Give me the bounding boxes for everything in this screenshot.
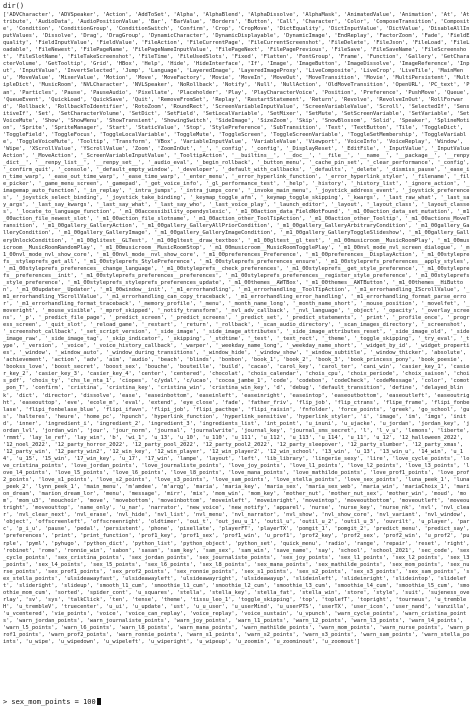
console-output: ['ADVCharacter', 'ADVSpeaker', 'Action', 'AddToSet', 'Alpha', 'AlphaBlend', 'AlphaDissolve', 'AlphaMask', 'AnimatedValue', 'Animation', 'At', 'Attribute', 'AudioData', 'AudioPositionValue', 'Bar', 'BarValue', 'Borders', 'Button', 'Call', 'Character', 'Color', 'ComposeTransition', 'Composite', 'Condition', 'ConditionGroup', 'ConditionSwitch', 'Confirm', 'Crop', 'CropMove', 'DictEquality', 'DictInputValue', 'DictValue', 'DisableAllInputValues', 'Dissolve', 'Drag', 'DragGroup', 'DynamicCharacter', 'DynamicDisplayable', 'DynamicImage', 'EndReplay', 'FactorZoom', 'Fade', 'FieldEquality', 'FieldInputValue', 'FieldValue', 'FileAction', 'FileCurrentPage', 'FileCurrentScreenshot', 'FileDelete', 'FileJson', 'FileLoad', 'FileLoadable', 'FileNewest', 'FilePageName', 'FilePageNameInputValue', 'FilePageNext', 'FilePagePrevious', 'FileSave', 'FileSaveName', 'FileScreenshot', 'FileSlotName', 'FileTakeScreenshot', 'FileTime', 'FileUsedSlots', 'Fixed', 'Flatten', 'FontGroup', 'Frame', 'Function', 'Gallery', 'GetCharacterVolume', 'GetTooltip', 'Grid', 'HBox', 'Help', 'Hide', 'HideInterface', 'If', 'Image', 'ImageButton', 'ImageDissolve', 'ImageReference', 'Input', 'InputValue', 'InvertSelected', 'Jump', 'Language', 'LayeredImage', 'LayeredImageProxy', 'LiveComposite', 'LiveCrop', 'LiveTile', 'MainMenu', 'MoveValue', 'MixerValue', 'Motion', 'Move', 'MoveFactory', 'Movie', 'MoveIn', 'MoveOut', 'MoveTransition', 'Movie', 'MultiPersistent', 'MultipleDict', 'MusicRoom', 'NVLCharacter', 'NVLSpeaker', 'NoRollback', 'Notify', 'Null', 'NullAction', 'OldMoveTransition', 'OpenURL', 'PC_text', 'Pan', 'Particles', 'Pause', 'PauseAudio', 'Pixellate', 'Placeholder', 'Play', 'PlayCharacterVoice', 'Position', 'Preference', 'PushMove', 'Queue', 'QueueEvent', 'QuickLoad', 'QuickSave', 'Quit', 'RemoveFromSet', 'Replay', 'RestartStatement', 'Return', 'Revolve', 'RevolveInOut', 'RollForward', 'Rollback', 'RollbackToIdentifier', 'RotoZoom', 'RoundRect', 'ScreenVariableInputValue', 'ScreenVariableValue', 'Scroll', 'SelectedIf', 'SensitiveIf', 'Set', 'SetCharacterVolume', 'SetDict', 'SetField', 'SetLocalVariable', 'SetMixer', 'SetMute', 'SetScreenVariable', 'SetVariable', 'SetVoiceMute', 'Show', 'ShowMenu', 'ShowTransient', 'ShowingSwitch', 'SideImage', 'SizeZoom', 'Skip', 'SnowBlossom', 'Solid', 'Speaker', 'SplineMotion', 'Sprite', 'SpriteManager', 'Start', 'StaticValue', 'Stop', 'StylePreference', 'SubTransition', 'Text', 'TextButton', 'Tile', 'ToggleDict', 'ToggleField', 'ToggleFocus', 'ToggleLocalVariable', 'ToggleMute', 'ToggleScreen', 'ToggleScreenVariable', 'ToggleSetMembership', 'ToggleVariable', 'ToggleVoiceMute', 'Tooltip', 'Transform', 'VBox', 'VariableInputValue', 'VariableValue', 'Viewport', 'VoiceInfo', 'VoiceReplay', 'Window', 'Wipe', 'XScrollValue', 'YScrollValue', 'Zoom', 'ZoomInOut', '_', '_config', '_config', '_DisplayReset', '_EditFile', '_InputValue', '_InputValueAction', '_MoveAction', '_ScreenVariableInputValue', '_TooltipAction', '__builtins__', '__doc__', '__file__', '__name__', '__package__', '__renpy_dict__', '__renpy_list__', '__renpy_set__', '_audio_eval', '_begin_rollback', '_button_menu', '_cache_pin_set', '_clear_performance', '_config', '_confirm_quit', '_console', '_default_empty_window', '_developer', '_default_with_callbacks', '_defaults', '_delete', '_dismiss_pause', '_ease_in_time_warp', '_ease_out_time_warp', '_ease_time_warp', '_enter_menu', '_error_hyperlink_function', '_error_hyperlink_styler', '_filename', '_file_picker', '_game_menu_screen', '_gamepad', '_get_voice_info', '_gl_performance_test', '_help', '_history', '_history_list', '_ignore_action', '_imagemap_auto_function', '_in_replay', '_intra_jumps', '_intra_jumps_core', '_invoke_main_menu', '_joystick_address_event', '_joystick_preferences', '_joystick_select_binding', '_joystick_take_binding', '_keymap_toggle_afm', '_keymap_toggle_skipping', '_kwargs', '_last_raw_what', '_last_say_args', '_last_say_kwargs', '_last_say_what', '_last_say_who', '_last_voice_play', '_launch_editor', '_layout', '_layout_class', '_layout_classes', '_locate_to_language_function', '_m1_00accessibility_opendyslexic', '_m1_00action_data_FieldNotFound', '_m1_00action_data_set_mutation', '_m1_00action_file_newest_slot', '_m1_00action_file_slotname', '_m1_00action_other_ToolTipAction', '_m1_00action_other_Tooltip', '_m1_00actions_MoveTransition', '_m1_00gallery_GalleryAction', '_m1_00gallery_GalleryAllPriorCondition', '_m1_00gallery_GalleryArbitraryCondition', '_m1_00gallery_GalleryCondition', '_m1_00gallery_GalleryImage', '_m1_00gallery_GalleryImageCondition', '_m1_00gallery_GalleryToggleSlideshow', '_m1_00gallery_GalleryUnlockCondition', '_m1_00glitest__GLTest', '_m1_00gltest__draw_textbox', '_m1_00gltest__gl_test', '_m1_00musicroom__MusicRoomPlay', '_m1_00musicroom__MusicRoomRandomPlay', '_m1_00musicroom__MusicRoomStop', '_m1_00musicroom__MusicRoomTogglePlay', '_m1_00nvl_mode_nvl_screen_dialogue', '_m1_00nvl_mode_nvl_show_core', '_m1_00nvl_mode__nvl_show_core', '_m1_00preferences_Preference', '_m1_00preferences__DisplayAction', '_m1_00styleprefs__styleprefs_get_all', '_m1_00styleprefs_StylePreference', '_m1_00styleprefs_preferences_ensure', '_m1_00styleprefs_preferences__apply_styles', '_m1_00styleprefs_preferences__change_language', '_m1_00styleprefs__check_preferences', '_m1_00styleprefs__get_style_preference', '_m1_00styleprefs__preferences__init', '_m1_00styleprefs_preferences__preferences', '_m1_00styleprefs_preferences__register_style_preference', '_m1_00styleprefs_style_preference', '_m1_00styleprefs_styleprefs_preferences_update', '_m1_00themes__AWTBox', '_m1_00themes__AWTButton', '_m1_00themes__HiButton', '_m1_00updater__Updater', '_m1_00window__init', '_m1_errorhandling', '_m1_errorhandling__ToolTipAction', '_m1_errorhandling_IScrollValue', '_m1_errorhandling_YScrollValue', '_m1_errorhandling_can_copy_traceback', '_m1_errorhandling_error_handling', '_m1_errorhandling_format_parse_error', '_m1_errorhandling_format_traceback', '_memory_profile', '_menu', '_month_name_long', '_month_name_short', '_mouse_position', '_movelfet', '_moveright', '_mouse_visible', '_mprof_skipped', '_notify_transform', '_nvl_adv_callback', '_nvl_language', '_object', '_opacity', '_overlay_screens', '_p', '_predict_file_page', '_predict_screen', '_predict_screens', '_predict_set', '_predict_statements', '_print', '_profile_once', '_progress_screen', '_quit_slot', '_reload_game', '_restart', '_return', '_rollback', '_scan_audio_directory', '_scan_images_directory', '_screenshot', '_screenshot_callback', '_set_script_version', '_side_image', '_side_image_attributes', '_side_image_attributes_reset', '_side_image_old', '_side_image_raw', '_side_image_tag', '_skip_indicator', '_skipping', '_stdtime', '_test', '_text_rect', '_theme', '_toggle_skipping', '_try_eval', '_type', '_version', '_voice', '_voice_history_callback', '_warper', '_weekday_name_long', '_weekday_name_short', '_widget_by_id', '_widget_properties', '_window', '_window_auto', '_window_during_transitions', '_window_hide', '_window_show', '_window_subtitle', '_window_thicker', 'absolute', 'achievement', 'action', 'adv', 'aim', 'audio', 'beach', 'blinds', 'bonbon', 'book_1', 'book_2', 'book_3', 'book_princess_pony', 'book_poesie', 'bookss_love', 'boost_secret', 'boost_sex', 'bouche', 'bouteille', 'build', 'cacao', 'carol_key', 'carol_ter', 'cani_win', 'casier_key_1', 'casier_key_2', 'casier_key_3', 'casier_key_4', 'center', 'centered', 'chocolat', 'chois_calendar', 'chois_cpu', 'choix_periode', 'choix_saison', 'chois_pdf', 'chois_ty', 'chs_le_nta_1', 'ciopes', 'c/ydal', 'c/ucao', 'cocoa_jambe_1', 'code', 'codebon', 'codeCheck', 'codeMessage', 'color', 'comot_pon_T', 'confirm', 'cristina', 'cristina_key', 'cristina_win', 'cristina_win_key', 'd', 'debug', 'default_transition', 'define', 'delayed_blink', 'dict', 'director', 'dissolve', 'ease', 'easeinbottom', 'easeinleft', 'easeinright', 'easeintop', 'easeoutbottom', 'easeoutleft', 'easeoutright', 'easeouttop', 'eve', 'ecole_m', 'eval', 'extend', 'eye_close', 'fade', 'father_friv', 'flip_job', 'flip_ctrans', 'flipe_frame', 'flipi_fonbelase', 'flipi_fonbelase_blue', 'flipi_ifavn', 'flipi_job', 'flipi_pacthqe', 'flipi_raisin', 'fnfolder', 'force_points', 'greek', 'go_school', 'gus', 'halteres', 'heure', 'home_pc', 'hpunch', 'hyperlink_function', 'hyperlink_sensitive', 'hyperlink_styler', 'i', 'image', 'im', 'imgs', 'initd', 'inner', 'ingredient_i', 'ingredient_2', 'ingredient_3', 'ingredients_list', 'int_point', 'u_inuni', 'u_ujacke', 'u_jordan', 'jordan_key', 'jordan_lvl', 'jordan_win', 'jour', 'jour_norm', 'journal', 'journalwrite', 'journal_key', 'journal_sms_secret', 'l', 'l_v_u', 'lemons', 'liberte', 'rmmt', 'lay_le_ref', 'lay_win', 'b', 'wi_1', 'u_13', 'u_10', 'u_110', 'u_111', 'u_112', 'u_113', 'u_114', 'u_11', 'u_12', '12_halloween_2022', '12_noel_2022', '12_party_horror_2022', '12_party_pool_2022', '12_party_pool2_2022', '12_party_sleepover', '12_party_slumber', '12_party_xmas', '12_party_win', '12_party_win2', '12_win_key', '12_win_player', '12_win_player2', '12_win_school', '13_win', 'u_13', '13_win_u', '14_win', 'u_14', 'u_15', '15_win', '17_win_key', 'u_17', '17_win', 'lampe', 'layout', 'left', 'lib_library', 'lingerie_sexy', 'lire', 'love_cycle_points', 'love_cristina_points', 'love_jordan_points', 'love_journaliste_points', 'love_joy_points', 'love_l1_points', 'love_l2_points', 'love_l3_points', 'love_l4_points', 'love_l5_points', 'love_l6_points', 'love_l8_points', 'love_mana_points', 'love_mathilde_points', 'love_prof1_points', 'love_prof2_points', 'love_s1_points', 'love_s2_points', 'love_s3_points', 'love_sam_points', 'love_stella_points', 'love_sex_points', 'luna_peek_1', 'luna_peek_2', 'lynn_peek_1', 'main_menu', 'm'amdee', 'm'arqg', 'maria', 'maria_key', 'maria_sex', 'maria_sex_web', 'maria_win', 'mariaChoix_1', 'marion_dream', 'marion_dream_lor', 'menu', 'message', 'mirr', 'mix', 'mom_win', 'mom_key', 'mother_nut', 'mother_nut_sex', 'mother_win', 'moud', 'mom', 'mom_u3', 'mouchoir', 'move', 'movebottom', 'moveinbottom', 'moveinleft', 'moveinright', 'moveintop', 'moveoutbottom', 'moveoutleft', 'moveoutright', 'moveouttop', 'name_only', 'u_nar', 'narrator', 'new_voice', 'new_notify', 'apparel', 'nurse', 'nurse_key', 'nurse_nk', 'nvl', 'nvl_clear', 'nvl_clear_next', 'nvl_erase', 'nvl_hide', 'nvl_list', 'nvl_menu', 'nvl_narrator', 'nvl_show', 'nvl_show_core', 'nvl_variant', 'nvl_window', 'object', 'offscreenleft', 'offscreenright', 'oldtimer', 'oui_t', 'out_jeu_u_1', 'outil_u', 'outil_u_2', 'outil_u_3', 'ouvrilt', 'u_player', 'parc', 'p_i_u', 'pause', 'pedal', 'persistent', 'phone', 'pixellate', 'playerFT', 'playerTX', 'pomgit_1', 'pomgit_2', 'predict_menu', 'predict_say', 'preferences', 'print', 'print_function', 'prof1_key', 'prof1_sex', 'prof1_win', 'u_prof1', 'prof2_key', 'prof2_sex', 'prof2_win', 'u_prof2', 'purple', 'pyml', 'pyhugo', 'python_dict', 'python_list', 'python_object', 'python_set', 'quick_menu', 'radio', 'range', 'repair', 'reset', 'right', 'robinet', 'rome', 'ronnie_win', 'sabon', 'sasan', 'sam_key', 'sam_sex', 'sam_win', 'save_name', 'say', 'school', 'school_2021', 'sec_code', 'sex_cycle_points', 'sex_cristina_points', 'sex_jordan_points', 'sex_journaliste_points', 'sex_joy_points', 'sex_l1_points', 'sex_l2_points', 'sex_l3_points', 'sex_l4_points', 'sex_l5_points', 'sex_l6_points', 'sex_l8_points', 'sex_mana_points', 'sex_mathilde_points', 'sex_mom_points', 'sex_nurse_points', 'sex_prof1_points', 'sex_prof2_points', 'sex_ronnie_points', 'sex_s1_points', 'sex_s2_points', 'sex_s3_points', 'sex_sam_points', 'sex_stella_points', 'ulsideawayfast', 'ulsideawayleft', 'ulsideawayright', 'ulsideawayup', 'slideinleft', 'slideinright', 'slideintop', 'slideleft', 'slideright', 'slideup', 'smooth_l1_cum', 'smoothie_l1_cum', 'smoothie_l2_cum', 'smoothie_l3_cum', 'smoothie_l4_cum', 'smoothie_l5_cum', 'smoothie_mom_cum', 'sorted', 'spider_cont', 'u_squares', 'stella', 'stella_key', 'stella_fat', 'stella_win', 'store', 'style', 'suit', 'sujeness_overlay', 'sv', 'sys', 'talkClick', 'ten', 'tense', 'theme', 'tissu_leo_1', 'toggle_skipping', 'top', 'toplefT', 'topright', 'tourneus', 'u_trembleH', 'u_trembleV', 'truecenter', 'u_ui', 'u_update', 'ust', 'u_u_user', 'u_userMind', 'u_userPTS', 'userTX', 'user_icon', 'user_nand', 'vanzilla', 'u_vcentered', 'vie_points', 'voice', 'voice_can_replay', 'voice_replay', 'voice_sustain', 'u_vpunch', 'warn_cycle_points', 'warn_cristina_points', 'warn_jordan_points', 'warn_journaliste_points', 'warn_joy_points', 'warn_l1_points', 'warn_l2_points', 'warn_l3_points', 'warn_l4_points', 'warn_l5_points', 'warn_l6_points', 'warn_l8_points', 'warn_mana_points', 'warn_mathilde_points', 'warn_mom_points', 'warn_nurse_points', 'warn_prof1_points', 'warn_prof2_points', 'warn_ronnie_points', 'warn_s1_points', 'warn_s2_points', 'warn_s3_points', 'warn_sam_points', 'warn_stella_points', 'u_wipe', 'u_wipedown', 'u_wipeleft', 'u_wiperight', 'u_wipeup', 'u_zoomin', 'u_zoominout', 'u_zoomout'] [3,12,473,646]
console-command-echo: dir() [3,2,25,10]
console-input-text[interactable]: > sex_mom_points = 100 [3,698,96,706]
console-input-line[interactable] [3,698,101,707]
text-cursor [97,698,101,705]
